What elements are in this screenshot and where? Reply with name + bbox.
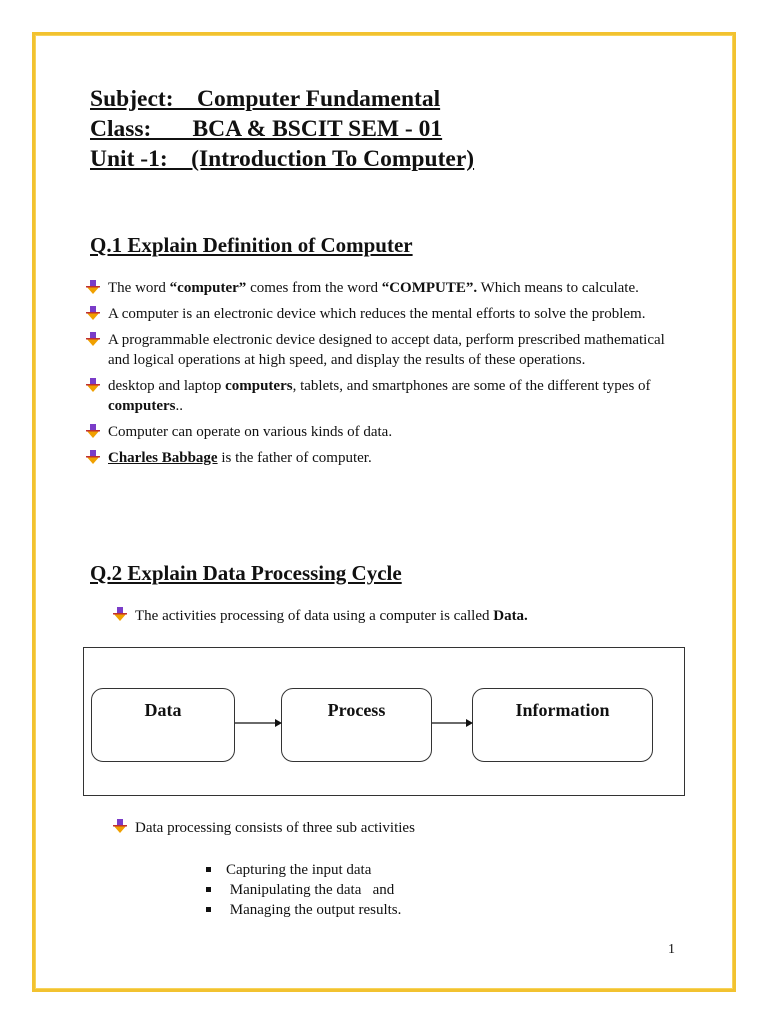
- q2-consists: [113, 818, 415, 838]
- bold-text: computers: [225, 378, 293, 394]
- text: Computer can operate on various kinds of data.: [108, 424, 393, 440]
- text: The word: [108, 280, 170, 296]
- q1-bullet-list: [86, 278, 686, 474]
- bold-text: Data.: [493, 608, 528, 624]
- class-line: Class: BCA & BSCIT SEM - 01: [90, 116, 443, 142]
- text: A computer is an electronic device which reduces the mental efforts to solve the problem.: [108, 306, 646, 322]
- text: The activities processing of data using a computer is called: [135, 608, 494, 624]
- text: A programmable electronic device designed to accept data, perform prescribed mathematical and logical operations at high speed, and display the results of these operations.: [108, 332, 665, 368]
- list-item: [86, 330, 686, 370]
- page-number: 1: [668, 942, 675, 957]
- list-item: [86, 448, 686, 468]
- flow-arrows: [84, 648, 684, 795]
- text: is the father of computer.: [217, 450, 372, 466]
- data-node: Data: [91, 688, 235, 762]
- list-item: Managing the output results.: [204, 900, 401, 920]
- charles-babbage-link[interactable]: Charles Babbage: [108, 450, 218, 466]
- list-item: [86, 278, 686, 298]
- information-node: Information: [472, 688, 653, 762]
- q2-intro: [113, 606, 528, 626]
- sub-activity-list: [204, 860, 401, 920]
- text: ..: [175, 398, 183, 414]
- list-item: Manipulating the data and: [204, 880, 401, 900]
- bold-text: computers: [108, 398, 176, 414]
- text: Which means to calculate.: [477, 280, 639, 296]
- arrow-bullet-icon: [86, 306, 100, 320]
- q1-title: Q.1 Explain Definition of Computer: [90, 233, 413, 257]
- bold-text: “COMPUTE”.: [381, 280, 478, 296]
- q2-title: Q.2 Explain Data Processing Cycle: [90, 561, 402, 585]
- text: Data processing consists of three sub activities: [135, 820, 415, 836]
- list-item: [86, 422, 686, 442]
- bold-text: “computer”: [169, 280, 247, 296]
- list-item: Capturing the input data: [204, 860, 401, 880]
- arrow-bullet-icon: [86, 280, 100, 294]
- process-node: Process: [281, 688, 432, 762]
- arrow-bullet-icon: [86, 378, 100, 392]
- text: , tablets, and smartphones are some of the different types of: [292, 378, 651, 394]
- page-border: [32, 32, 736, 992]
- arrow-bullet-icon: [113, 607, 127, 621]
- arrow-bullet-icon: [86, 450, 100, 464]
- arrowhead-icon: [466, 719, 473, 727]
- unit-line: Unit -1: (Introduction To Computer): [90, 146, 475, 172]
- list-item: [86, 304, 686, 324]
- subject-line: Subject: Computer Fundamental: [90, 86, 441, 112]
- arrow-bullet-icon: [86, 332, 100, 346]
- text: comes from the word: [246, 280, 382, 296]
- text: desktop and laptop: [108, 378, 226, 394]
- arrow-bullet-icon: [113, 819, 127, 833]
- arrowhead-icon: [275, 719, 282, 727]
- list-item: [86, 376, 686, 416]
- data-processing-diagram: [83, 647, 685, 796]
- document-header: [90, 84, 474, 174]
- arrow-bullet-icon: [86, 424, 100, 438]
